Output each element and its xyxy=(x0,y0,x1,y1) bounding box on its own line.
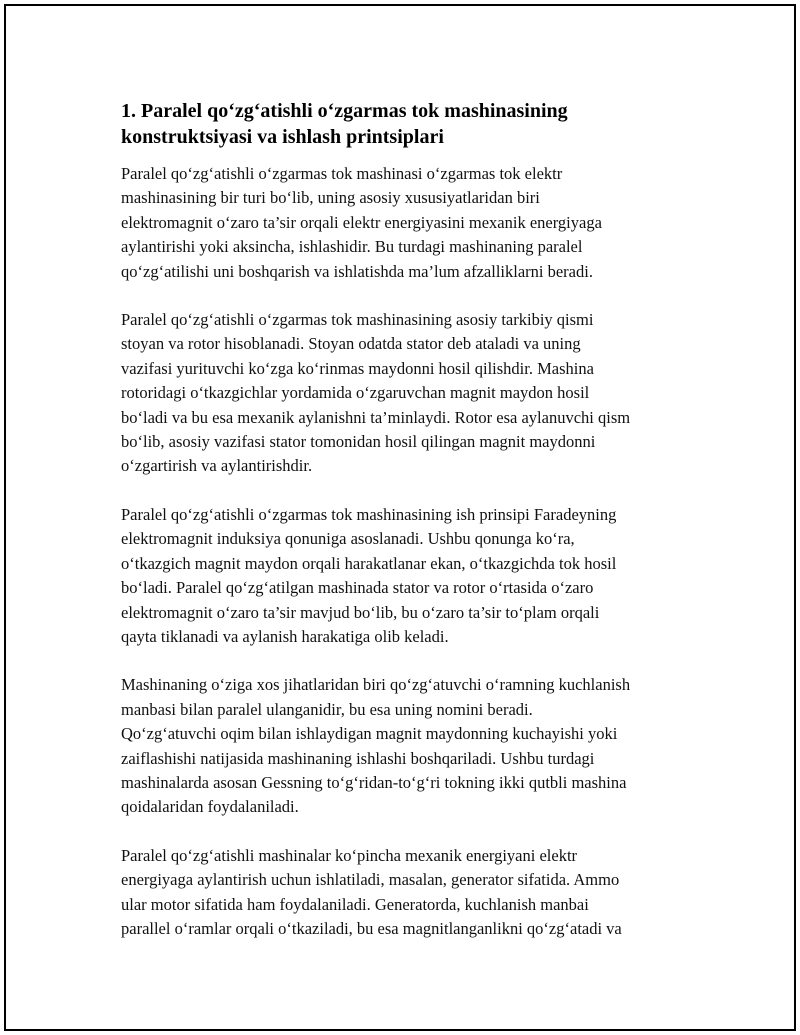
paragraph-components: Paralel qo‘zg‘atishli o‘zgarmas tok mashinasining asosiy tarkibiy qismi stoyan va rotor hisoblanadi. Stoyan odatda stator deb ataladi va uning vazifasi yurituvchi ko‘zga ko‘rinmas maydonni hosil qilishdir. Mashina rotoridagi o‘tkazgichlar yordamida o‘zgaruvchan magnit maydon hosil bo‘ladi va bu esa mexanik aylanishni ta’minlaydi. Rotor esa aylanuvchi qism bo‘lib, asosiy vazifasi stator tomonidan hosil qilingan magnit maydonni o‘zgartirish va aylantirishdir. xyxy=(121,310,631,476)
paragraph-excitation: Mashinaning o‘ziga xos jihatlaridan biri qo‘zg‘atuvchi o‘ramning kuchlanish manbasi bilan paralel ulanganidir, bu esa uning nomini beradi. Qo‘zg‘atuvchi oqim bilan ishlaydigan magnit maydonning kuchayishi yoki zaiflashishi natijasida mashinaning ishlashi boshqariladi. Ushbu turdagi mashinalarda asosan Gessning to‘g‘ridan-to‘g‘ri tokning ikki qutbli mashina qoidalaridan foydalaniladi. xyxy=(121,675,631,817)
document-page xyxy=(4,4,796,1031)
paragraph-intro: Paralel qo‘zg‘atishli o‘zgarmas tok mashinasi o‘zgarmas tok elektr mashinasining bir turi bo‘lib, uning asosiy xususiyatlaridan biri elektromagnit o‘zaro ta’sir orqali elektr energiyasini mexanik energiyaga aylantirishi yoki aksincha, ishlashidir. Bu turdagi mashinaning paralel qo‘zg‘atilishi uni boshqarish va ishlatishda ma’lum afzalliklarni beradi. xyxy=(121,164,602,281)
paragraph-applications: Paralel qo‘zg‘atishli mashinalar ko‘pincha mexanik energiyani elektr energiyaga aylantirish uchun ishlatiladi, masalan, generator sifatida. Ammo ular motor sifatida ham foydalaniladi. Generatorda, kuchlanish manbai parallel o‘ramlar orqali o‘tkaziladi, bu esa magnitlanganlikni qo‘zg‘atadi va xyxy=(121,845,622,938)
section-heading: 1. Paralel qo‘zg‘atishli o‘zgarmas tok mashinasining konstruktsiyasi va ishlash printsiplari xyxy=(121,100,568,148)
document-content xyxy=(121,98,696,965)
paragraph-principle: Paralel qo‘zg‘atishli o‘zgarmas tok mashinasining ish prinsipi Faradeyning elektromagnit induksiya qonuniga asoslanadi. Ushbu qonunga ko‘ra, o‘tkazgich magnit maydon orqali harakatlanar ekan, o‘tkazgichda tok hosil bo‘ladi. Paralel qo‘zg‘atilgan mashinada stator va rotor o‘rtasida o‘zaro elektromagnit o‘zaro ta’sir mavjud bo‘lib, bu o‘zaro ta’sir to‘plam orqali qayta tiklanadi va aylanish harakatiga olib keladi. xyxy=(121,504,617,646)
